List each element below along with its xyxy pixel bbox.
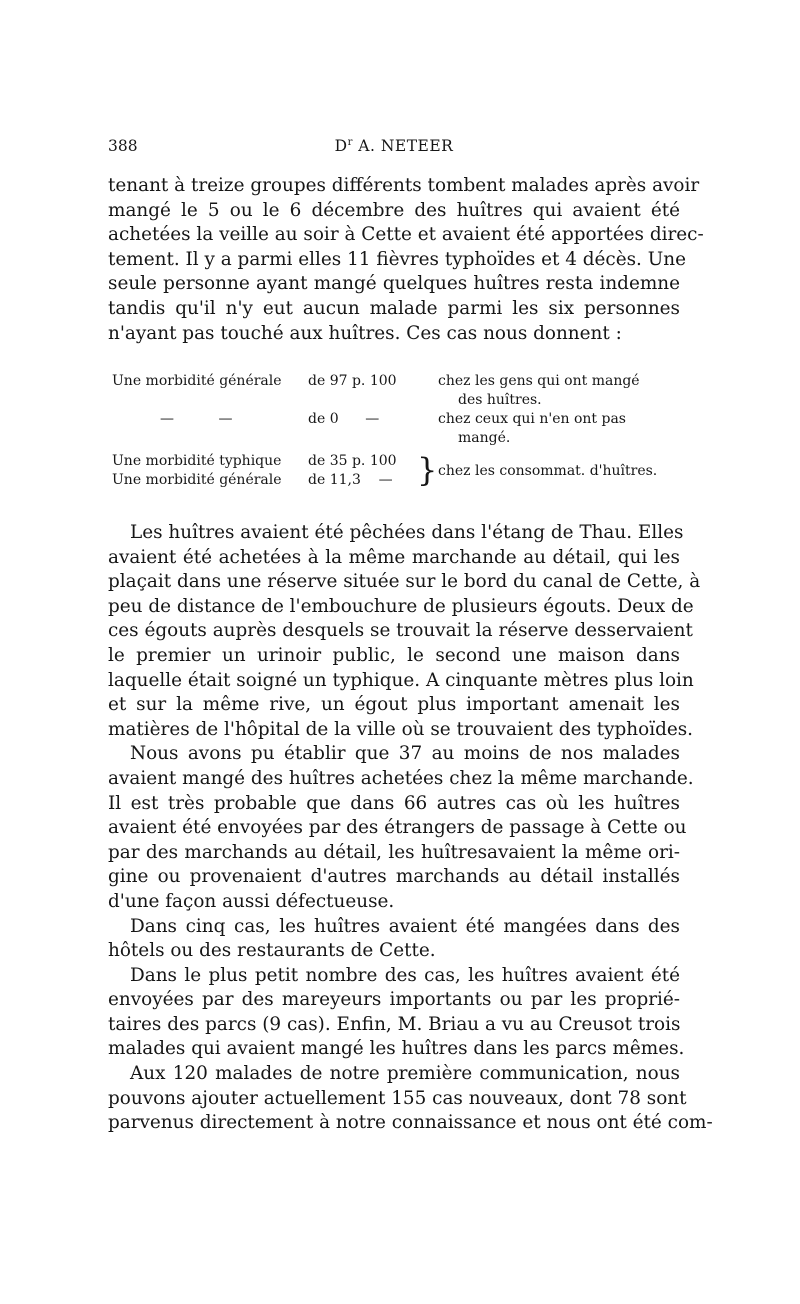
text-line: avaient été envoyées par des étrangers de passage à Cette ou: [108, 817, 687, 839]
page-header: [108, 137, 680, 161]
text-line: le premier un urinoir public, le second une maison dans: [108, 644, 680, 666]
text-line: taires des parcs (9 cas). Enfin, M. Briau a vu au Creusot trois: [108, 1013, 681, 1035]
author-sup: r: [347, 137, 353, 148]
text-line: et sur la même rive, un égout plus important amenait les: [108, 694, 680, 716]
text-line: pouvons ajouter actuellement 155 cas nouveaux, dont 78 sont: [108, 1087, 687, 1109]
text-line: avaient été achetées à la même marchande au détail, qui les: [108, 546, 680, 568]
text-line: peu de distance de l'embouchure de plusieurs égouts. Deux de: [108, 595, 694, 617]
text-line: plaçait dans une réserve située sur le bord du canal de Cette, à: [108, 571, 701, 593]
brace-glyph: }: [417, 451, 438, 489]
author-name: A. NETEER: [358, 137, 454, 156]
text-line: Nous avons pu établir que 37 au moins de nos malades: [130, 743, 680, 765]
text-line: hôtels ou des restaurants de Cette.: [108, 940, 436, 962]
row-label: Une morbidité typhique: [112, 453, 282, 469]
text-line: Dans le plus petit nombre des cas, les huîtres avaient été: [130, 964, 680, 986]
row-label: Une morbidité générale: [112, 472, 282, 488]
text-line: tenant à treize groupes différents tombent malades après avoir: [108, 175, 700, 196]
table-row: [112, 391, 680, 410]
paragraph-body: [108, 521, 713, 1136]
text-line: gine ou provenaient d'autres marchands au détail installés: [108, 866, 680, 888]
text-line: Aux 120 malades de notre première communication, nous: [130, 1063, 680, 1085]
table-row: [112, 372, 680, 391]
text-line: n'ayant pas touché aux huîtres. Ces cas nous donnent :: [108, 322, 622, 344]
text-line: Dans cinq cas, les huîtres avaient été mangées dans des: [130, 915, 680, 937]
text-line: achetées la veille au soir à Cette et avaient été apportées direc-: [108, 224, 704, 246]
text-line: Il est très probable que dans 66 autres cas où les huîtres: [108, 792, 680, 814]
grouped-note: chez les consommat. d'huîtres.: [438, 463, 658, 479]
text-line: par des marchands au détail, les huîtresavaient la même ori-: [108, 841, 680, 863]
text-line: ces égouts auprès desquels se trouvait la réserve desservaient: [108, 620, 693, 642]
row-value: de 0 —: [308, 411, 380, 427]
author-prefix: D: [334, 137, 348, 156]
row-value: de 11,3 —: [308, 472, 393, 488]
paragraph-intro: [108, 174, 704, 346]
row-note: chez ceux qui n'en ont pas: [438, 411, 626, 427]
text-line: mangé le 5 ou le 6 décembre des huîtres qui avaient été: [108, 199, 680, 221]
table-row: [112, 429, 680, 448]
text-line: tement. Il y a parmi elles 11 fièvres typhoïdes et 4 décès. Une: [108, 248, 686, 270]
page-number: 388: [108, 137, 138, 155]
text-line: avaient mangé des huîtres achetées chez la même marchande.: [108, 767, 694, 789]
text-line: seule personne ayant mangé quelques huîtres resta indemne: [108, 273, 680, 295]
row-note: chez les gens qui ont mangé: [438, 373, 640, 389]
text-line: laquelle était soigné un typhique. A cinquante mètres plus loin: [108, 669, 694, 691]
row-value: de 97 p. 100: [308, 373, 397, 389]
row-label: — —: [160, 411, 233, 427]
row-value: de 35 p. 100: [308, 453, 397, 469]
running-title: [108, 137, 680, 155]
text-line: matières de l'hôpital de la ville où se trouvaient des typhoïdes.: [108, 718, 694, 740]
text-line: Les huîtres avaient été pêchées dans l'étang de Thau. Elles: [130, 522, 684, 543]
row-label: Une morbidité générale: [112, 373, 282, 389]
text-line: envoyées par des mareyeurs importants ou par les proprié-: [108, 989, 680, 1011]
table-row: [112, 410, 680, 429]
row-note: des huîtres.: [458, 392, 542, 408]
text-line: malades qui avaient mangé les huîtres dans les parcs mêmes.: [108, 1038, 685, 1060]
text-line: parvenus directement à notre connaissance et nous ont été com-: [108, 1112, 713, 1134]
text-line: d'une façon aussi défectueuse.: [108, 890, 395, 912]
row-note: mangé.: [458, 430, 511, 446]
text-line: tandis qu'il n'y eut aucun malade parmi les six personnes: [108, 297, 680, 319]
